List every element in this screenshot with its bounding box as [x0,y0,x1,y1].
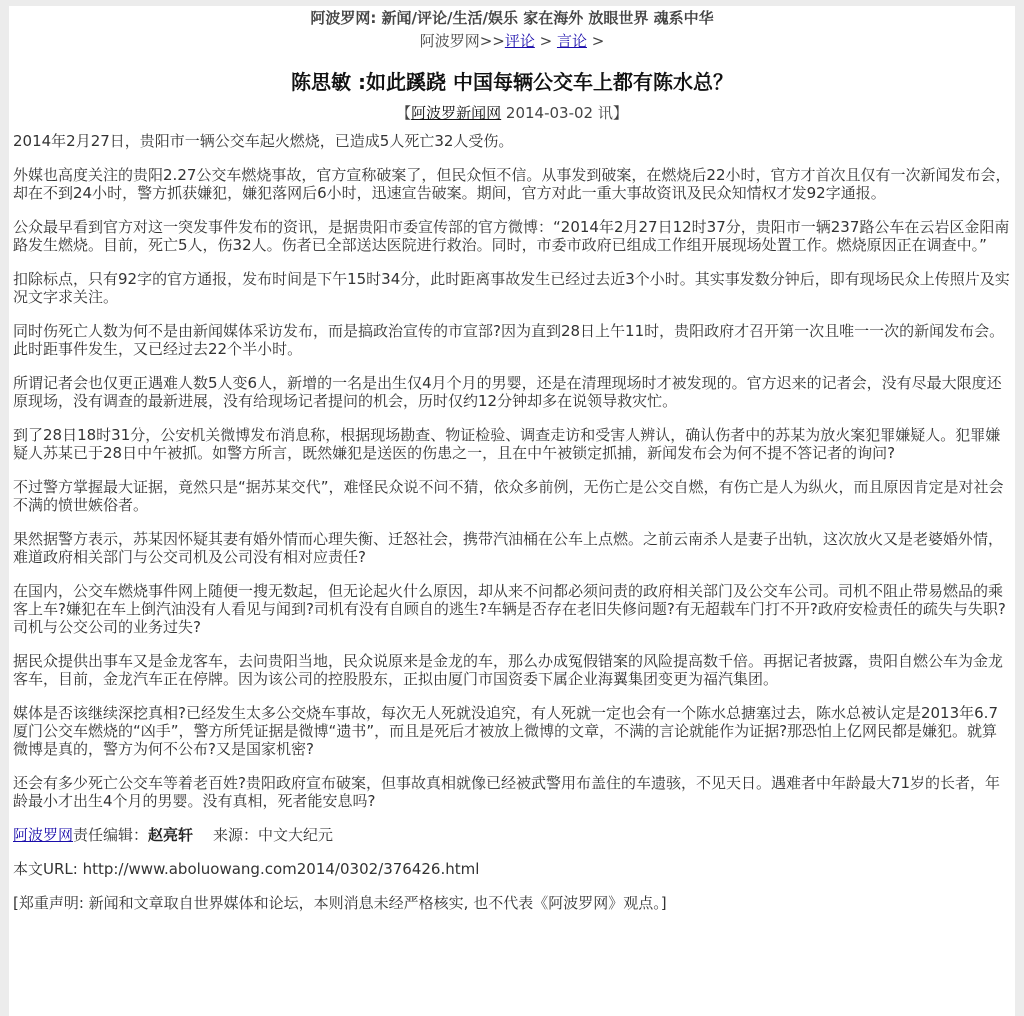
editor-label: 责任编辑： [73,826,149,844]
byline-bracket-open: 【 [396,104,412,122]
article-page [9,6,1015,1016]
article-paragraph: 还会有多少死亡公交车等着老百姓?贵阳政府宣布破案，但事故真相就像已经被武警用布盖住的车遗骇，不见天日。遇难者中年龄最大71岁的长者，年龄最小才出生4个月的男婴。没有真相，死者能安息吗? [13,774,1001,810]
editor-line [13,826,1011,844]
site-tagline: 阿波罗网: 新闻/评论/生活/娱乐 家在海外 放眼世界 魂系中华 [310,9,714,27]
article-paragraph: 不过警方掌握最大证据，竟然只是“据苏某交代”，难怪民众说不问不猜，依众多前例，无伤亡是公交自燃，有伤亡是人为纵火，而且原因肯定是对社会不满的愤世嫉俗者。 [13,478,1004,514]
article-paragraph: 果然据警方表示，苏某因怀疑其妻有婚外情而心理失衡、迁怒社会，携带汽油桶在公车上点燃。之前云南杀人是妻子出轨，这次放火又是老婆婚外情，难道政府相关部门与公交司机及公司没有相对应责任? [13,530,1004,566]
breadcrumb-home: 阿波罗网>> [419,32,505,50]
article-paragraph: 2014年2月27日，贵阳市一辆公交车起火燃烧，已造成5人死亡32人受伤。 [13,132,514,150]
breadcrumb [9,31,1015,51]
breadcrumb-link-comment[interactable]: 评论 [504,32,535,50]
disclaimer: [郑重声明: 新闻和文章取自世界媒体和论坛，本则消息未经严格核实, 也不代表《阿波罗网》观点。] [13,894,667,912]
editor-site-link[interactable]: 阿波罗网 [13,826,74,844]
article-paragraph: 媒体是否该继续深挖真相?已经发生太多公交烧车事故，每次无人死就没追究，有人死就一定也会有一个陈水总搪塞过去，陈水总被认定是2013年6.7厦门公交车燃烧的“凶手”，警方所凭证据是微博“遗书”，而且是死后才被放上微博的文章，不满的言论就能作为证据?那恐怕上亿网民都是嫌犯。就算微博是真的，警方为何不公布?又是国家机密? [13,704,998,758]
editor-name: 赵亮轩 [148,826,194,844]
article-paragraph: 同时伤死亡人数为何不是由新闻媒体采访发布，而是搞政治宣传的市宣部?因为直到28日上午11时，贵阳政府才召开第一次且唯一一次的新闻发布会。此时距事件发生，又已经过去22个半小时。 [13,322,1005,358]
article-paragraph: 所谓记者会也仅更正遇难人数5人变6人，新增的一名是出生仅4月个月的男婴，还是在清理现场时才被发现的。官方迟来的记者会，没有尽最大限度还原现场，没有调查的最新进展，没有给现场记者提问的机会，历时仅约12分钟却多在说领导救灾忙。 [13,374,1002,410]
article-byline [9,103,1015,123]
article-title: 陈思敏 :如此蹊跷 中国每辆公交车上都有陈水总？ [291,70,733,94]
article-body [9,132,1015,912]
breadcrumb-separator: > [586,32,605,50]
article-url: 本文URL: http://www.aboluowang.com2014/0302/376426.html [13,860,480,878]
byline-date: 2014-03-02 讯】 [501,104,628,122]
article-paragraph: 外媒也高度关注的贵阳2.27公交车燃烧事故，官方宣称破案了，但民众恒不信。从事发到破案，在燃烧后22小时，官方才首次且仅有一次新闻发布会，却在不到24小时，警方抓获嫌犯，嫌犯落网后6小时，迅速宣告破案。期间，官方对此一重大事故资讯及民众知情权才发92字通报。 [13,166,1011,202]
article-paragraph: 据民众提供出事车又是金龙客车，去问贵阳当地，民众说原来是金龙的车，那么办成冤假错案的风险提高数千倍。再据记者披露，贵阳自燃公车为金龙客车，目前，金龙汽车正在停牌。因为该公司的控股股东，正拟由厦门市国资委下属企业海翼集团变更为福汽集团。 [13,652,1004,688]
article-paragraph: 公众最早看到官方对这一突发事件发布的资讯，是据贵阳市委宣传部的官方微博：“2014年2月27日12时37分，贵阳市一辆237路公车在云岩区金阳南路发生燃烧。目前，死亡5人，伤32人。伤者已全部送达医院进行救治。同时，市委市政府已组成工作组开展现场处置工作。燃烧原因正在调查中。” [13,218,1010,254]
byline-source-link[interactable]: 阿波罗新闻网 [411,104,502,122]
breadcrumb-separator: > [534,32,557,50]
article-paragraph: 到了28日18时31分，公安机关微博发布消息称，根据现场勘查、物证检验、调查走访和受害人辨认，确认伤者中的苏某为放火案犯罪嫌疑人。犯罪嫌疑人苏某已于28日中午被抓。如警方所言，既然嫌犯是送医的伤患之一，且在中午被锁定抓捕，新闻发布会为何不提不答记者的询问? [13,426,1001,462]
article-paragraph: 扣除标点，只有92字的官方通报，发布时间是下午15时34分，此时距离事故发生已经过去近3个小时。其实事发数分钟后，即有现场民众上传照片及实况文字求关注。 [13,270,1010,306]
breadcrumb-link-opinion[interactable]: 言论 [556,32,587,50]
article-paragraph: 在国内，公交车燃烧事件网上随便一搜无数起，但无论起火什么原因，却从来不问都必须问责的政府相关部门及公交车公司。司机不阻止带易燃品的乘客上车?嫌犯在车上倒汽油没有人看见与闻到?司机有没有自顾自的逃生?车辆是否存在老旧失修问题?有无超载车门打不开?政府安检责任的疏失与失职?司机与公交公司的业务过失? [13,582,1006,636]
source-label: 来源：中文大纪元 [213,826,334,844]
